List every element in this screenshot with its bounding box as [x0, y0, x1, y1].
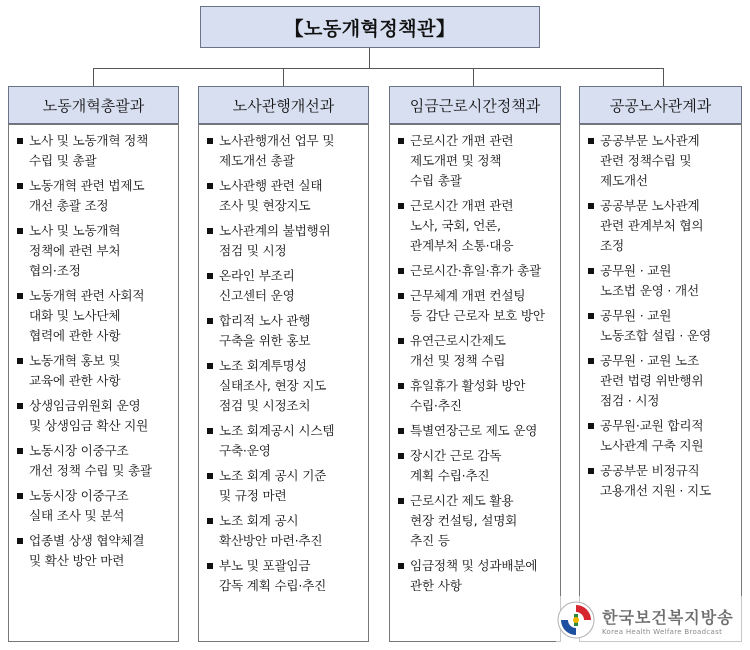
task-line: 감독 계획 수립·추진 — [219, 578, 327, 593]
task-line: 조사 및 현장지도 — [219, 198, 311, 213]
task-line: 노동개혁 관련 법제도 — [29, 178, 145, 193]
task-line: 공공부문 비정규직 — [600, 463, 700, 478]
task-item — [398, 286, 554, 326]
connector-drop-4 — [663, 68, 664, 86]
task-item — [588, 416, 735, 456]
task-line: 점검 및 시정조치 — [219, 398, 311, 413]
square-bullet-icon — [17, 138, 23, 144]
dept-tasks-wage-worktime — [389, 124, 561, 642]
task-line: 공무원 · 교원 — [600, 308, 672, 323]
task-line: 점검 및 시정 — [219, 243, 287, 258]
square-bullet-icon — [588, 203, 594, 209]
dept-name: 임금근로시간정책과 — [409, 96, 541, 115]
task-line: 노동시장 이중구조 — [29, 443, 129, 458]
task-item — [398, 491, 554, 551]
logo-english-text: Korea Health Welfare Broadcast — [602, 627, 723, 636]
task-line: 개선 정책 수립 및 총괄 — [29, 463, 152, 478]
task-item — [207, 131, 362, 171]
task-item — [17, 286, 172, 346]
square-bullet-icon — [398, 203, 404, 209]
square-bullet-icon — [398, 563, 404, 569]
task-line: 제도개선 — [600, 173, 648, 188]
dept-header-wage-worktime — [389, 86, 561, 124]
task-line: 노사관행 관련 실태 — [219, 178, 323, 193]
task-item — [588, 131, 735, 191]
task-item — [17, 396, 172, 436]
square-bullet-icon — [207, 473, 213, 479]
task-item — [207, 556, 362, 596]
task-line: 부노 및 포괄임금 — [219, 558, 311, 573]
square-bullet-icon — [398, 498, 404, 504]
dept-name: 노동개혁총괄과 — [42, 96, 145, 115]
task-line: 노사 및 노동개혁 — [29, 223, 121, 238]
task-line: 공무원 · 교원 — [600, 263, 672, 278]
task-item — [588, 261, 735, 301]
task-line: 근로시간·휴일·휴가 총괄 — [410, 263, 542, 278]
broadcast-logo-icon — [556, 600, 596, 640]
task-line: 추진 등 — [410, 533, 450, 548]
task-item — [17, 531, 172, 571]
task-line: 구축을 위한 홍보 — [219, 333, 311, 348]
task-line: 장시간 근로 감독 — [410, 448, 502, 463]
task-item — [207, 311, 362, 351]
task-line: 공공부문 노사관계 — [600, 198, 700, 213]
task-line: 및 확산 방안 마련 — [29, 553, 125, 568]
square-bullet-icon — [398, 383, 404, 389]
task-line: 협력에 관한 사항 — [29, 328, 121, 343]
task-line: 관련 관계부처 협의 — [600, 218, 704, 233]
task-item — [398, 196, 554, 256]
task-line: 구축·운영 — [219, 443, 271, 458]
task-item — [588, 196, 735, 256]
org-title: 【노동개혁정책관】 — [284, 17, 456, 40]
task-item — [207, 176, 362, 216]
dept-name: 공공노사관계과 — [609, 96, 712, 115]
task-line: 노사관계의 불법행위 — [219, 223, 331, 238]
task-line: 상생임금위원회 운영 — [29, 398, 141, 413]
square-bullet-icon — [207, 363, 213, 369]
task-line: 수립 및 총괄 — [29, 153, 97, 168]
task-list — [207, 131, 362, 596]
task-item — [207, 421, 362, 461]
square-bullet-icon — [588, 313, 594, 319]
task-line: 관련 법령 위반행위 — [600, 373, 704, 388]
square-bullet-icon — [207, 138, 213, 144]
task-line: 온라인 부조리 — [219, 268, 295, 283]
task-item — [207, 466, 362, 506]
task-line: 계획 수립·추진 — [410, 468, 490, 483]
task-item — [588, 351, 735, 411]
task-line: 개선 및 정책 수립 — [410, 353, 506, 368]
dept-tasks-labor-practice — [198, 124, 369, 642]
square-bullet-icon — [17, 448, 23, 454]
square-bullet-icon — [17, 183, 23, 189]
task-line: 제도개선 총괄 — [219, 153, 295, 168]
task-line: 노조 회계 공시 — [219, 513, 299, 528]
task-item — [398, 331, 554, 371]
task-line: 근로시간 개편 관련 — [410, 198, 514, 213]
square-bullet-icon — [207, 273, 213, 279]
task-line: 노조법 운영 · 개선 — [600, 283, 699, 298]
task-line: 노조 회계공시 시스템 — [219, 423, 335, 438]
task-list — [398, 131, 554, 596]
task-line: 확산방안 마련·추진 — [219, 533, 323, 548]
dept-header-labor-reform — [8, 86, 179, 124]
square-bullet-icon — [207, 428, 213, 434]
square-bullet-icon — [17, 293, 23, 299]
task-item — [207, 221, 362, 261]
task-line: 관한 사항 — [410, 578, 462, 593]
dept-tasks-labor-reform — [8, 124, 179, 642]
task-item — [588, 306, 735, 346]
task-line: 및 규정 마련 — [219, 488, 287, 503]
task-line: 및 상생임금 확산 지원 — [29, 418, 149, 433]
task-item — [17, 176, 172, 216]
connector-drop-3 — [473, 68, 474, 86]
task-line: 공무원·교원 합리적 — [600, 418, 704, 433]
square-bullet-icon — [17, 538, 23, 544]
task-line: 노동조합 설립 · 운영 — [600, 328, 711, 343]
task-line: 공공부문 노사관계 — [600, 133, 700, 148]
connector-vertical-top — [369, 48, 370, 68]
task-line: 근무체계 개편 컨설팅 — [410, 288, 526, 303]
task-line: 조정 — [600, 238, 624, 253]
square-bullet-icon — [588, 268, 594, 274]
task-line: 근로시간 개편 관련 — [410, 133, 514, 148]
dept-name: 노사관행개선과 — [232, 96, 335, 115]
square-bullet-icon — [398, 453, 404, 459]
task-item — [588, 461, 735, 501]
square-bullet-icon — [207, 183, 213, 189]
org-title-box — [200, 6, 540, 48]
task-item — [398, 421, 554, 441]
task-line: 고용개선 지원 · 지도 — [600, 483, 711, 498]
task-item — [17, 221, 172, 281]
square-bullet-icon — [17, 358, 23, 364]
square-bullet-icon — [17, 228, 23, 234]
square-bullet-icon — [207, 563, 213, 569]
square-bullet-icon — [207, 318, 213, 324]
broadcast-logo — [556, 596, 746, 644]
task-line: 등 감단 근로자 보호 방안 — [410, 308, 545, 323]
square-bullet-icon — [588, 423, 594, 429]
task-line: 노동개혁 관련 사회적 — [29, 288, 145, 303]
task-line: 정책에 관련 부처 — [29, 243, 121, 258]
task-line: 교육에 관한 사항 — [29, 373, 121, 388]
task-line: 실태 조사 및 분석 — [29, 508, 125, 523]
task-line: 신고센터 운영 — [219, 288, 295, 303]
dept-tasks-public-labor — [579, 124, 742, 642]
task-item — [398, 446, 554, 486]
task-item — [17, 131, 172, 171]
dept-header-labor-practice — [198, 86, 369, 124]
task-line: 제도개편 및 정책 — [410, 153, 502, 168]
task-item — [398, 556, 554, 596]
task-item — [398, 131, 554, 191]
task-line: 점검 · 시정 — [600, 393, 660, 408]
square-bullet-icon — [398, 268, 404, 274]
task-line: 업종별 상생 협약체결 — [29, 533, 145, 548]
task-list — [588, 131, 735, 501]
square-bullet-icon — [207, 518, 213, 524]
task-line: 현장 컨설팅, 설명회 — [410, 513, 518, 528]
task-item — [207, 266, 362, 306]
task-line: 노사관계 구축 지원 — [600, 438, 704, 453]
task-line: 관계부처 소통·대응 — [410, 238, 514, 253]
task-line: 공무원 · 교원 노조 — [600, 353, 699, 368]
task-line: 노조 회계투명성 — [219, 358, 307, 373]
task-line: 노동개혁 홍보 및 — [29, 353, 121, 368]
task-item — [207, 356, 362, 416]
connector-drop-2 — [283, 68, 284, 86]
task-line: 수립·추진 — [410, 398, 462, 413]
task-item — [17, 486, 172, 526]
connector-drop-1 — [93, 68, 94, 86]
square-bullet-icon — [588, 468, 594, 474]
task-item — [17, 351, 172, 391]
task-list — [17, 131, 172, 571]
square-bullet-icon — [588, 138, 594, 144]
task-line: 노사 및 노동개혁 정책 — [29, 133, 149, 148]
square-bullet-icon — [398, 338, 404, 344]
task-item — [398, 376, 554, 416]
task-line: 실태조사, 현장 지도 — [219, 378, 327, 393]
task-line: 노조 회계 공시 기준 — [219, 468, 327, 483]
task-line: 관련 정책수립 및 — [600, 153, 692, 168]
task-item — [207, 511, 362, 551]
task-line: 근로시간 제도 활용 — [410, 493, 514, 508]
task-line: 임금정책 및 성과배분에 — [410, 558, 538, 573]
task-line: 합리적 노사 관행 — [219, 313, 311, 328]
task-line: 노사관행개선 업무 및 — [219, 133, 335, 148]
square-bullet-icon — [17, 403, 23, 409]
square-bullet-icon — [398, 293, 404, 299]
square-bullet-icon — [398, 428, 404, 434]
task-line: 노동시장 이중구조 — [29, 488, 129, 503]
task-line: 노사, 국회, 언론, — [410, 218, 501, 233]
task-line: 수립 총괄 — [410, 173, 462, 188]
square-bullet-icon — [588, 358, 594, 364]
task-line: 특별연장근로 제도 운영 — [410, 423, 538, 438]
task-line: 휴일휴가 활성화 방안 — [410, 378, 526, 393]
task-line: 개선 총괄 조정 — [29, 198, 109, 213]
task-item — [398, 261, 554, 281]
square-bullet-icon — [398, 138, 404, 144]
dept-header-public-labor — [579, 86, 742, 124]
square-bullet-icon — [17, 493, 23, 499]
square-bullet-icon — [207, 228, 213, 234]
task-item — [17, 441, 172, 481]
connector-horizontal — [93, 68, 664, 69]
task-line: 대화 및 노사단체 — [29, 308, 121, 323]
task-line: 협의·조정 — [29, 263, 81, 278]
task-line: 유연근로시간제도 — [410, 333, 506, 348]
logo-korean-text: 한국보건복지방송 — [602, 607, 734, 627]
